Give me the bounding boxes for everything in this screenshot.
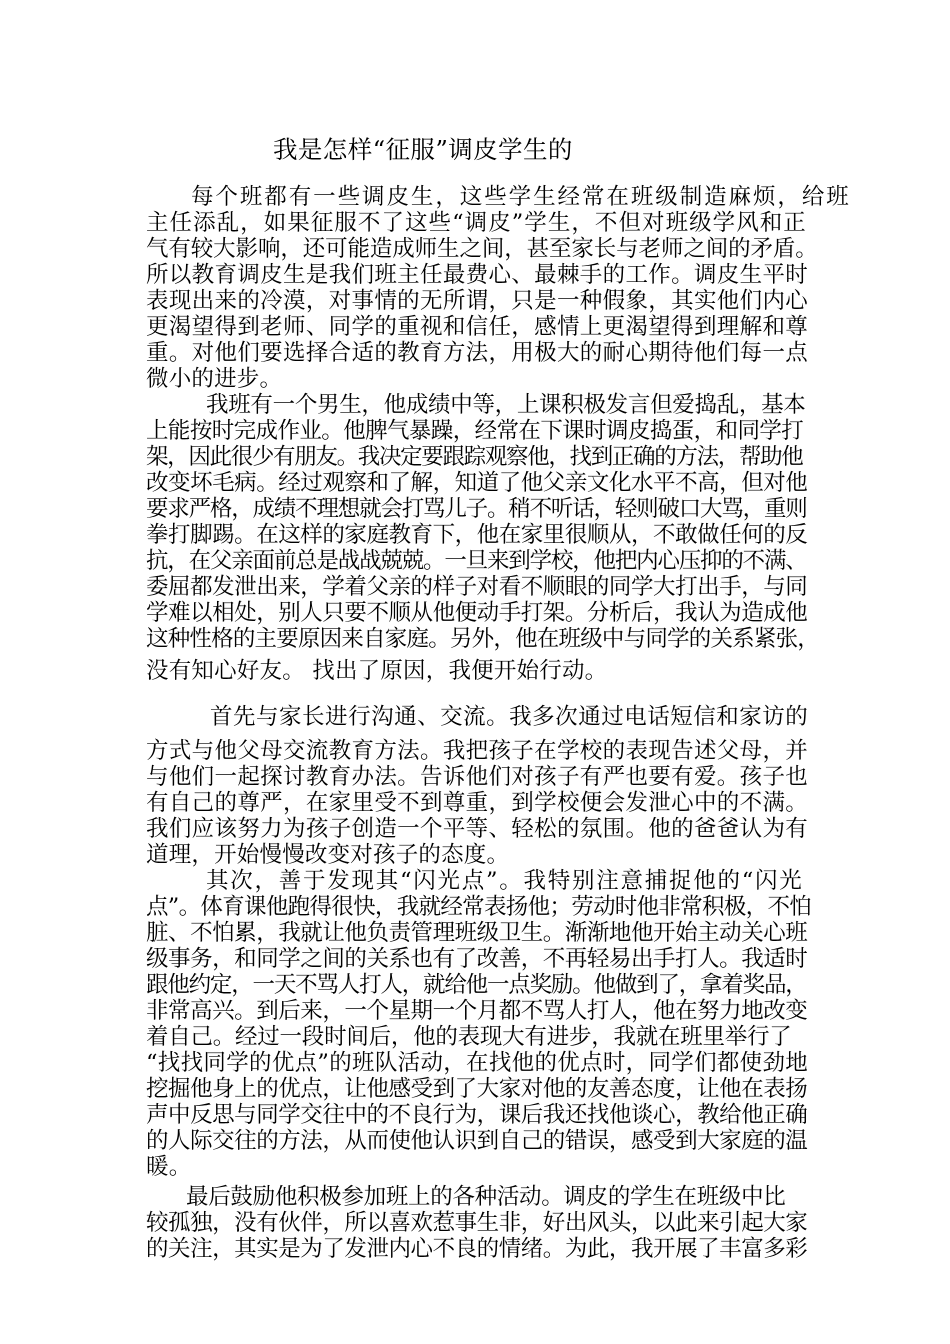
text-line: 委屈都发泄出来，学着父亲的样子对看不顺眼的同学大打出手，与同 [146,574,808,600]
text-line: 所以教育调皮生是我们班主任最费心、最棘手的工作。调皮生平时 [146,262,809,288]
text-line: 暖。 [146,1154,192,1180]
text-line: 其次，善于发现其“闪光点”。我特别注意捕捉他的“闪光 [206,868,804,894]
text-line: 架，因此很少有朋友。我决定要跟踪观察他，找到正确的方法，帮助他 [146,444,803,470]
text-line: 脏、不怕累，我就让他负责管理班级卫生。渐渐地他开始主动关心班 [146,920,808,946]
text-line: 的关注，其实是为了发泄内心不良的情绪。为此，我开展了丰富多彩 [146,1236,808,1262]
text-line: 我班有一个男生，他成绩中等，上课积极发言但爱捣乱，基本 [206,392,806,418]
text-line: 重。对他们要选择合适的教育方法，用极大的耐心期待他们每一点 [146,340,809,366]
text-line: 非常高兴。到后来，一个星期一个月都不骂人打人，他在努力地改变 [146,998,808,1024]
text-line: 微小的进步。 [146,366,283,392]
text-line: 着自己。经过一段时间后，他的表现大有进步，我就在班里举行了 [146,1024,792,1050]
text-line: 没有知心好友。 找出了原因，我便开始行动。 [146,658,608,684]
text-line: 气有较大影响，还可能造成师生之间，甚至家长与老师之间的矛盾。 [146,236,818,262]
text-line: 的人际交往的方法，从而使他认识到自己的错误，感受到大家庭的温 [146,1128,808,1154]
text-line: 较孤独，没有伙伴，所以喜欢惹事生非，好出风头，以此来引起大家 [146,1210,808,1236]
text-line: 这种性格的主要原因来自家庭。另外，他在班级中与同学的关系紧张， [146,626,820,652]
text-line: 级事务，和同学之间的关系也有了改善，不再轻易出手打人。我适时 [146,946,808,972]
text-line: 上能按时完成作业。他脾气暴躁，经常在下课时调皮捣蛋，和同学打 [146,418,804,444]
text-line: “找找同学的优点”的班队活动，在找他的优点时，同学们都使劲地 [146,1050,809,1076]
text-line: 最后鼓励他积极参加班上的各种活动。调皮的学生在班级中比 [186,1184,786,1210]
text-line: 主任添乱，如果征服不了这些“调皮”学生，不但对班级学风和正 [146,210,807,236]
text-line: 拳打脚踢。在这样的家庭教育下，他在家里很顺从，不敢做任何的反 [146,522,808,548]
text-line: 点”。体育课他跑得很快，我就经常表扬他；劳动时他非常积极，不怕 [146,894,812,920]
text-line: 改变坏毛病。经过观察和了解，知道了他父亲文化水平不高，但对他 [146,470,808,496]
text-line: 更渴望得到老师、同学的重视和信任，感情上更渴望得到理解和尊 [146,314,809,340]
text-line: 学难以相处，别人只要不顺从他便动手打架。分析后，我认为造成他 [146,600,808,626]
page-title: 我是怎样“征服”调皮学生的 [273,135,573,164]
text-line: 有自己的尊严，在家里受不到尊重，到学校便会发泄心中的不满。 [146,790,809,816]
text-line: 表现出来的冷漠，对事情的无所谓，只是一种假象，其实他们内心 [146,288,809,314]
text-line: 声中反思与同学交往中的不良行为，课后我还找他谈心，教给他正确 [146,1102,808,1128]
text-line: 与他们一起探讨教育办法。告诉他们对孩子有严也要有爱。孩子也 [146,764,809,790]
text-line: 跟他约定，一天不骂人打人，就给他一点奖励。他做到了，拿着奖品， [146,972,807,998]
text-line: 要求严格，成绩不理想就会打骂儿子。稍不听话，轻则破口大骂，重则 [146,496,807,522]
text-line: 我们应该努力为孩子创造一个平等、轻松的氛围。他的爸爸认为有 [146,816,809,842]
text-line: 首先与家长进行沟通、交流。我多次通过电话短信和家访的 [210,704,809,730]
text-line: 每个班都有一些调皮生，这些学生经常在班级制造麻烦，给班 [191,184,851,210]
text-line: 挖掘他身上的优点，让他感受到了大家对他的友善态度，让他在表扬 [146,1076,808,1102]
text-line: 抗，在父亲面前总是战战兢兢。一旦来到学校，他把内心压抑的不满、 [146,548,807,574]
text-line: 道理，开始慢慢改变对孩子的态度。 [146,842,510,868]
text-line: 方式与他父母交流教育方法。我把孩子在学校的表现告述父母，并 [146,738,809,764]
